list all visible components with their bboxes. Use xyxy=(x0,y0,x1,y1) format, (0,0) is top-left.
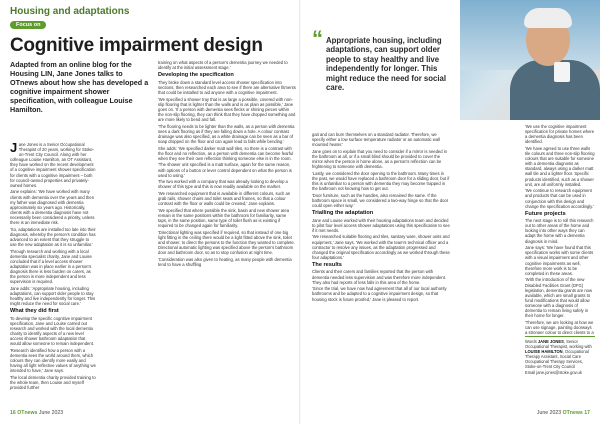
body-paragraph xyxy=(10,142,96,188)
body-paragraph: training on what aspects of a person's dementia journey we needed to identify at the initial assessment stage.' xyxy=(158,60,288,71)
body-paragraph: She adds: 'We specified darker matt wall tiles, so there is a contrast with the floor and no reflection, as a person with dementia can become fearful when they see their own reflection thinking someone else is in the room. xyxy=(158,145,294,161)
left-column-2 xyxy=(158,60,296,408)
bio-email[interactable]: Email jane.jones@stoke.gov.uk xyxy=(525,369,582,375)
left-page-number: 16 xyxy=(10,410,16,416)
article-photo xyxy=(460,0,600,120)
subheading: Future projects xyxy=(525,210,566,217)
bio-prefix: Words xyxy=(525,339,537,344)
body-paragraph: Jane says: 'We have found that this specification works with some clients with a visual impairment and other cognitive impairments as well, therefore more work is to be completed in these areas. xyxy=(525,245,594,276)
photo-mug xyxy=(554,62,570,82)
subheading: Trialling the adaptation xyxy=(312,210,374,217)
body-paragraph: 'Therefore, we are looking at how we can use signage, painting doorways a stronger colour to direct clients to a xyxy=(525,319,594,334)
subheading: What they did first xyxy=(10,308,59,315)
left-magazine-name: OTnews xyxy=(17,410,38,416)
bio-role-1: , Senior Occupational Therapist, working with xyxy=(525,339,592,350)
body-paragraph: 'Door furniture, such as the handles, also remained the same. If the bathroom space is small, we considered a two-way hinge so that the door could open either way.' xyxy=(312,192,449,208)
subheading: Developing the specification xyxy=(158,72,234,79)
bio-role-2: , Occupational Therapy Assistant, Social Care Occupational Therapy Services, Stoke-on-Trent City Council xyxy=(525,349,589,370)
left-column-1 xyxy=(10,142,96,408)
body-paragraph: The next stage is to roll this research out to other areas of the home and looking into other ways they can adapt the home with a dementia diagnosis in mind. xyxy=(525,218,594,244)
right-column-2 xyxy=(525,124,595,334)
body-text: ane Jones is a Senior Occupational Therapist of 20 years, working for Stoke-on-Trent City Council. Along with her colleague Louise Hamilton, an OT Assistant, they have worked on the recent development of a cognitive impairment shower specification for clients with a cognitive impairment – both for council-owned properties and privately-owned homes. xyxy=(10,142,96,188)
focus-pill: Focus on xyxy=(10,21,46,29)
body-paragraph: 'Research identified how a person with a dementia sees the world around them, which colours they can identify more easily and having all light reflective values of anything we intended to have,' Jane says. xyxy=(10,347,96,374)
body-paragraph: 'The shower unit specified is a matt surface, again for the same reason, with options of a button or lever control dependent on what the person is used to using.' xyxy=(158,162,292,178)
body-paragraph: Jane explains: 'We have worked with many clients with dementia over the years and then my father was diagnosed with dementia approximately six years ago. Historically, clients with a dementia diagnosis have not necessarily been considered a priority, unless there is an immediate risk. xyxy=(10,189,95,225)
photo-person-hair xyxy=(524,8,572,28)
body-paragraph: 'We specified a shower tray that is as large a possible, covered with non-slip flooring that is lighter than the walls and is as plain as possible,' Jane goes on. 'If a person with dementia sees flecks or shining pieces within the non-slip flooring, they can think that they have dropped something and are more likely to bend and fall. xyxy=(158,96,296,122)
body-paragraph: 'The flooring needs to be lighter than the walls, as a person with dementia sees a dark flooring as if they are falling down a hole. A colour contrast drainage was also specified, as a white drainage can be seen as a bar of soap dropped on the floor and can again lead to falls while bending.' xyxy=(158,123,295,144)
body-paragraph: 'Consideration was also given to heating, as many people with dementia tend to have a shuffling xyxy=(158,257,292,268)
body-paragraph: To develop the specific cognitive impairment specification, Jane and Louise carried out research and worked with the local dementia charity to identify aspects of a new level access shower bathroom adaptation that would allow someone to remain independent. xyxy=(10,315,95,347)
right-issue-date: June 2023 xyxy=(536,410,562,416)
body-paragraph: 'We researched suitable flooring and tiles, sanitary ware, shower units and equipment,' Jane says. 'We worked with the team's technical officer and a contractor to resolve any issues, as the adaptation progressed and changed the original specification accordingly as we worked through these four adaptations.' xyxy=(312,234,450,260)
right-column-1 xyxy=(312,132,450,408)
right-footer xyxy=(537,410,590,416)
right-page-number: 17 xyxy=(584,410,590,416)
body-paragraph: 'Lastly, we considered the door opening to the bathroom. Many times in the past, we would have replaced a bathroom door for a sliding door, but if this is unfamiliar to a person with dementia they may become trapped in the bathroom not knowing how to get out. xyxy=(312,170,450,192)
subheading: The results xyxy=(312,261,342,268)
body-paragraph: 'Since the trial, we have now had agreement that all of our local authority bathrooms and be adapted to a cognitive impairment design, so that housing stock is future proofed,' Jane is pleased to report. xyxy=(312,286,447,302)
quote-mark-icon: “ xyxy=(312,28,323,50)
body-paragraph: Jane goes on to explain that you need to consider if a mirror is needed in the bathroom at all, or if a small blind should be provided to cover the mirror when the person is home alone, as a person's reflection can be frightening to someone with dementia. xyxy=(312,148,448,170)
body-paragraph: Jane and Louise worked with their housing adaptations team and decided to pilot four level access shower adaptations using this specification to see if it met needs. xyxy=(312,217,450,233)
body-paragraph: Clients and their carers and families reported that the person with dementia needed less supervision and was therefore more independent. They also had reports of less falls in this area of the home. xyxy=(312,269,447,285)
body-paragraph: Through research and working with a local dementia specialist charity, Jane and Louise concluded that if a level access shower adaptation was in place earlier in a person's diagnosis there is less burden on carers, as the person is more independent and less supervision is required. xyxy=(10,248,92,285)
author-bio xyxy=(525,336,595,375)
body-paragraph: They broke down a standard level access shower specification into sections, then researched each area to see if there are alternative fitments that could be installed to aid anyone with a cognitive impairment. xyxy=(158,79,296,95)
body-paragraph: 'We continue to research equipment and products that can be used in conjunction with this design and change the specification accordingly.' xyxy=(525,188,594,209)
bio-name-2: LOUISE HAMILTON xyxy=(525,349,563,355)
body-paragraph: 'So, adaptations are installed too late into their diagnosis, whereby the person's condition has advanced to an extent that they struggle to use the new adaptation as it is so unfamiliar.' xyxy=(10,226,96,247)
body-paragraph: 'With the introduction of the new Disabled Facilities Grant (DFG) legislation, dementia grants are now available, which are small grants to fund modifications that would allow someone with a diagnosis of dementia to remain living safely in their home for longer. xyxy=(525,277,593,319)
left-issue-date: June 2023 xyxy=(38,410,64,416)
article-standfirst: Adapted from an online blog for the Housing LIN, Jane Jones talks to OTnews about how she has developed a cognitive impairment shower specification, with colleague Louise Hamilton. xyxy=(10,60,149,114)
pull-quote: Appropriate housing, including adaptations, can support older people to stay healthy and live independently for longer. This might reduce the need for social care. xyxy=(326,36,447,93)
article-title: Cognitive impairment design xyxy=(10,35,263,56)
body-paragraph: 'Directional lighting was specified if required, so that instead of one big light fitting in the ceiling there would be a light fitted above the sink, toilet and shower, to direct the persons to the function they wanted to complete. Directional automatic lighting was specified above the person's bathroom door and bathroom door, so as to stop confusion at night time. xyxy=(158,229,295,256)
bio-name-1: JANE JONES xyxy=(537,339,564,344)
body-paragraph: gait and can burn themselves on a standard radiator. Therefore, we specify either a low surface temperature radiator or an automatic wall mounted heater.' xyxy=(312,132,441,148)
section-heading: Housing and adaptations xyxy=(10,6,130,17)
body-paragraph: 'We researched equipment that is available in different colours, such as grab rails, shower chairs and toilet seats and frames, so that a colour contrast with the floor or walls could be created,' Jane explains. xyxy=(158,191,290,207)
drop-cap: J xyxy=(10,142,18,155)
body-paragraph: The local dementia charity provided training to the whole team, then Louise and myself provided further xyxy=(10,375,96,391)
right-page xyxy=(300,0,600,424)
body-paragraph: Jane adds: 'Appropriate housing, including adaptations, can support older people to stay healthy and live independently for longer. This might reduce the need for social care.' xyxy=(10,285,96,307)
right-magazine-name: OTnews xyxy=(562,410,583,416)
left-footer xyxy=(10,410,63,416)
body-paragraph: The two worked with a company that was already looking to develop a shower of this type and this is now readily available on the market. xyxy=(158,179,288,190)
body-paragraph: 'We use the cognitive impairment specification for private homes where a dementia diagnosis has been identified. xyxy=(525,124,595,145)
body-paragraph: 'We have agreed to use three walls tile colours and three non-slip flooring colours that are suitable for someone with a dementia diagnosis as standard, always using a darker matt wall tile and a lighter floor. Specific products identified, such as a shower unit, are all uniformly installed. xyxy=(525,145,595,187)
body-paragraph: 'We specified that where possible the sink, basin and new shower area remain in the same positions within the bathroom for familiarity, same taps, in the same position, same type of toilet flush as is existing if required to be changed again for familiarity. xyxy=(158,208,290,229)
